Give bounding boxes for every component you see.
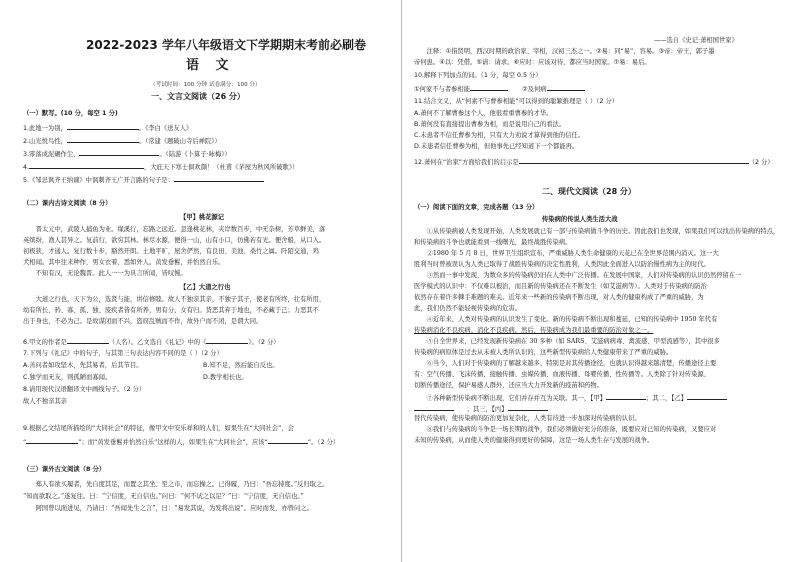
answer-blank[interactable] [470,84,508,91]
question-6-points: 》。（2 分） [248,339,280,346]
question-1 [23,123,192,133]
question-4-number: 4. [23,164,30,171]
article-underlined-line: 传染病消化不良疾病、消化不良疾病。然后，传染病成为我们最重要的防治对象之一。 [414,327,654,334]
article-line: ②1980 年 5 月 8 日，世界卫生组织宣布，严重威胁人类生命健康的天花已在全世界范围内消灭。这一大 [414,250,719,257]
article-line: 依然存在着许多棘手难题的难关。近年来一些新的传染病不断出现，对人类的健康构成了严重的威胁，为 [414,294,704,301]
question-2-source: 。（常建《题破山寺后禅院》） [138,138,221,145]
question-5-text: 5.《邹忌讽齐王纳谏》中讽刺齐王广开言路的句子是： [23,177,174,184]
passage-a-line: 不知有汉，无论魏晋。此人一一为具言所闻，皆叹惋。 [23,270,187,277]
article-line: ③然而一事中发现，为数众多的传染病仍旧在人类中广泛传播。在发展中国家，人们对传染病的认识仍然停留在一 [414,272,742,279]
question-2-text: 2.山光悦鸟性， [23,138,67,145]
question-1-source: 。《李白《送友人》 [138,125,193,132]
question-3-source: 。（陆游《卜算子·咏梅》） [159,151,231,158]
article-line: 有：空气传播、飞沫传播、接触传播、虫媒传播、血液传播、母婴传播、性传播等。人类除了针对传染源、 [414,371,710,378]
article-text: ；其二，【乙】 [646,395,687,402]
article-line-blanks [414,404,548,414]
question-3 [23,149,231,159]
article-line: 和传染病的斗争也就能看到一线曙光，最终战胜传染病。 [414,239,572,246]
article-line: 替代传染病，使传染病的防治更加复杂化，人类有待进一步加深对传染病的认识。 [414,415,641,422]
passage-a-title: 【甲】桃花源记 [180,214,225,221]
question-10: 10.解释下列加点的词。（1 分，每空 0.5 分） [414,72,542,79]
question-9-line2 [23,437,339,447]
section-title-modern: 二、现代文阅读（28 分） [542,187,636,196]
answer-blank[interactable] [174,175,264,182]
question-12-text: 12.萧何在“治家”方面给我们的启示是 [414,159,519,166]
article-line: 胜利当时曾被误认为人类已取得了战胜传染病的决定性胜利，人类因此全面进入以防治慢性病为主的时代。 [414,261,710,268]
option-7c[interactable]: C.独学而无友，则孤陋而寡闻。 [23,374,112,381]
answer-blank[interactable] [206,337,248,344]
question-11: 11.结合文义，从“何素不与曹参相能”可以得到的聪颖推理是（ ）（2 分） [414,98,619,105]
question-7: 7.下列与《礼记》中的句子，与其第三句表达内容不同的是（ ）（2 分） [23,350,223,357]
passage-a-line: 晋太元中，武陵人捕鱼为业。缘溪行，忘路之远近。忽逢桃花林，夹岸数百步，中无杂树，芳草鲜美，落 [23,226,326,233]
exam-header-title: 2022-2023 学年八年级语文下学期期末考前必刷卷 [86,38,366,52]
answer-blank[interactable] [268,437,308,444]
answer-blank[interactable] [687,393,727,400]
article-line-blanks [414,393,727,403]
option-7d[interactable]: D.教学相长也。 [203,374,248,381]
question-10-items [414,84,585,94]
passage-a-line: 犬相闻。其中往来种作，男女衣着，悉如外人。黄发垂髫，并怡然自乐。 [23,259,225,266]
annotation-line: 帝何患。④以：凭借。⑤请：请求。⑥应时：应该对待，都应当时国家。⑦易：易后。 [414,59,651,66]
option-11d[interactable]: D.未患者信任曹参为相，但他事先已经知道下一个都能再。 [414,143,579,150]
article-line: 切断传播途径，保护易感人群外，还应当大力开发新的疫苗和药物。 [414,382,603,389]
part-title-dictation: （一）默写。(10 分，每空 1 分) [23,110,118,117]
part-title-extracurricular: （三）课外古文阅读（8 分） [23,466,106,473]
passage-b-line: 出于身也，不必为己。是故谋闭而不兴，盗窃乱贼而不作，故外户而不闭，是谓大同。 [23,318,263,325]
question-12-points: （2 分） [748,159,774,166]
passage-b-line: 幼有所长，矜、寡、孤、独、废疾者皆有所养，男有分，女有归。货恶其弃于地也，不必藏于己；力恶其不 [23,307,319,314]
option-11c[interactable]: C.未患者不信任曹参为相，只有大力劝说才算得到他的信任。 [414,132,585,139]
article-line: ④近年来，人类对传染病的认识发生了变化。新的传染病不断出现和蔓延，已知的传染病中 1950 年代有 [414,316,718,323]
article-title: 传染病的传说人类生活大战 [542,216,618,223]
option-7a[interactable]: A.善问者如攻坚木，先其易者，后其节目。 [23,362,143,369]
question-8: 8.请用现代汉语翻译文中画线句子。（2 分） [23,386,146,393]
answer-blank[interactable] [606,393,646,400]
subject-title: 语 文 [186,58,235,73]
question-8-sentence: 故人不独亲其亲 [23,398,68,405]
answer-blank[interactable] [67,136,139,143]
question-10-item: ②及何病 [522,86,547,93]
question-5 [23,175,268,185]
question-4-text: ，大庇天下寒士俱欢颜！（杜甫《茅屋为秋风所破歌》） [144,164,299,171]
question-6-text: 6.甲文的作者是 [23,339,67,346]
part-title-inclass: （二）课内古诗文阅读（8 分） [23,200,112,207]
article-line: 此，我们仍然不能轻视传染病的危害。 [414,305,522,312]
passage-b-title: 【乙】大道之行也 [180,284,231,291]
question-9: 9.根据乙文结尾所描绘的“大同社会”的特征，像甲文中安乐祥和的人们，如果生在“大同社会”，会 [23,425,294,432]
exam-info: （考试时间：100 分钟 试卷满分：100 分） [150,82,261,88]
article-line: ⑥当今，人们对于传染病的了解越来越多，特别是对其传播途径，也就认识得越来越清楚，传播途径主要 [414,360,717,367]
answer-blank[interactable] [29,162,144,169]
quote-mark: “ [23,439,27,446]
question-9-points: ”。（2 分） [307,439,340,446]
part-title-reading: （一）阅读下面的文章，完成各题（13 分） [414,204,539,211]
passage-b-line: 大道之行也，天下为公，选贤与能，讲信修睦。故人不独亲其亲，不独子其子，使老有所终，壮有所用， [23,296,326,303]
article-line: ①从传染病被人类发现开始，人类发展就已有一部与传染病做斗争的历史。因此我们也发现，如果我们可以找出传染病的特点， [414,228,780,235]
article-line: 传染病的病原体是过去从未被人类所认识的，这些新型传染病给人类健康带来了严重的威胁。 [414,349,673,356]
question-3-text: 3.零落成泥碾作尘， [23,151,80,158]
article-text: ；其三，【丙】 [454,406,508,413]
answer-blank[interactable] [67,123,139,130]
passage-a-line: 英缤纷，渔人甚异之。复前行，欲穷其林。林尽水源，便得一山，山有小口，仿佛若有光。便舍船，从口入。 [23,237,326,244]
answer-blank[interactable] [508,404,548,411]
passage-source: ——选自《史记·萧相国世家》 [654,37,738,44]
passage-c-line: 阿国曾以面进见，乃请曰：“吾闻先生之言”，曰：“易发其说，为发将出说”。应时而发，亦曾问之。 [23,505,313,512]
passage-a-line: 初极狭，才通人。复行数十步，豁然开朗。土地平旷，屋舍俨然，有良田、美池、桑竹之属。阡陌交通，鸡 [23,248,319,255]
passage-c-line: 郑人有欲买履者，先自度其足，而置之其坐。至之市，而忘操之。已得履，乃曰：“吾忘持度。”反归取之。 [23,481,329,488]
answer-blank[interactable] [414,404,454,411]
question-10-item: ①何家不与者参相能 [414,86,471,93]
question-9-text: ”；而“黄发垂髫并怡然自乐”这样的人，如果生在“大同社会”，应该“ [78,439,268,446]
option-7b[interactable]: B.知不足，然后能自反也。 [203,362,279,369]
section-title-classical: 一、文言文阅读（26 分） [151,92,245,101]
question-12 [414,157,774,167]
passage-c-line: “知而欲取之。”遂复往。曰：“宁信度，无自信也。”问曰：“何不试之以足？”曰：“宁信度，无自信也。” [23,493,304,500]
right-column [402,0,794,562]
answer-blank[interactable] [26,437,78,444]
answer-blank[interactable] [547,84,585,91]
option-11a[interactable]: A.萧何不了解曹参这个人，他很看重曹参的才华。 [414,110,553,117]
answer-blank[interactable] [519,157,749,164]
article-line: ⑤自全世界来，已经发现新传染病在 30 多种（如 SARS、艾滋病病毒、禽流感、甲型流感等），其中很多 [414,338,720,345]
question-6-text: （人名）。乙文选自《礼记》中的《 [108,339,207,346]
question-2 [23,136,221,146]
answer-blank[interactable] [79,149,159,156]
article-line: ⑧我们与传染病的斗争是一场长期的战争，我们必须做好充分的准备，既要应对已知的传染病，又要应对 [414,426,717,433]
question-6 [23,337,280,347]
article-line: 未知的传染病，从而使人类的健康得到更好的保障，这是一场人类生存与发展的战争。 [414,437,654,444]
annotation-line: 注释：①指贤明，西汉时期的政治家、宰相，汉初三杰之一。②易：同“易”，容易。③帝：帝王，郭子墨 [414,48,715,55]
article-line: 医学模式的认识中：不仅难以根治，而且新的传染病还在不断发生（如艾滋病等）。人类对于传染病的防治 [414,283,707,290]
article-text: ⑦各种新型传染病不断出现，它们并存并互为关联。其一，【甲】 [414,395,607,402]
question-4 [23,162,298,172]
answer-blank[interactable] [67,337,109,344]
option-11b[interactable]: B.萧何没有直接提出曹参为相，而是说用自己的看法。 [414,121,566,128]
question-1-text: 1.此地一为别， [23,125,67,132]
